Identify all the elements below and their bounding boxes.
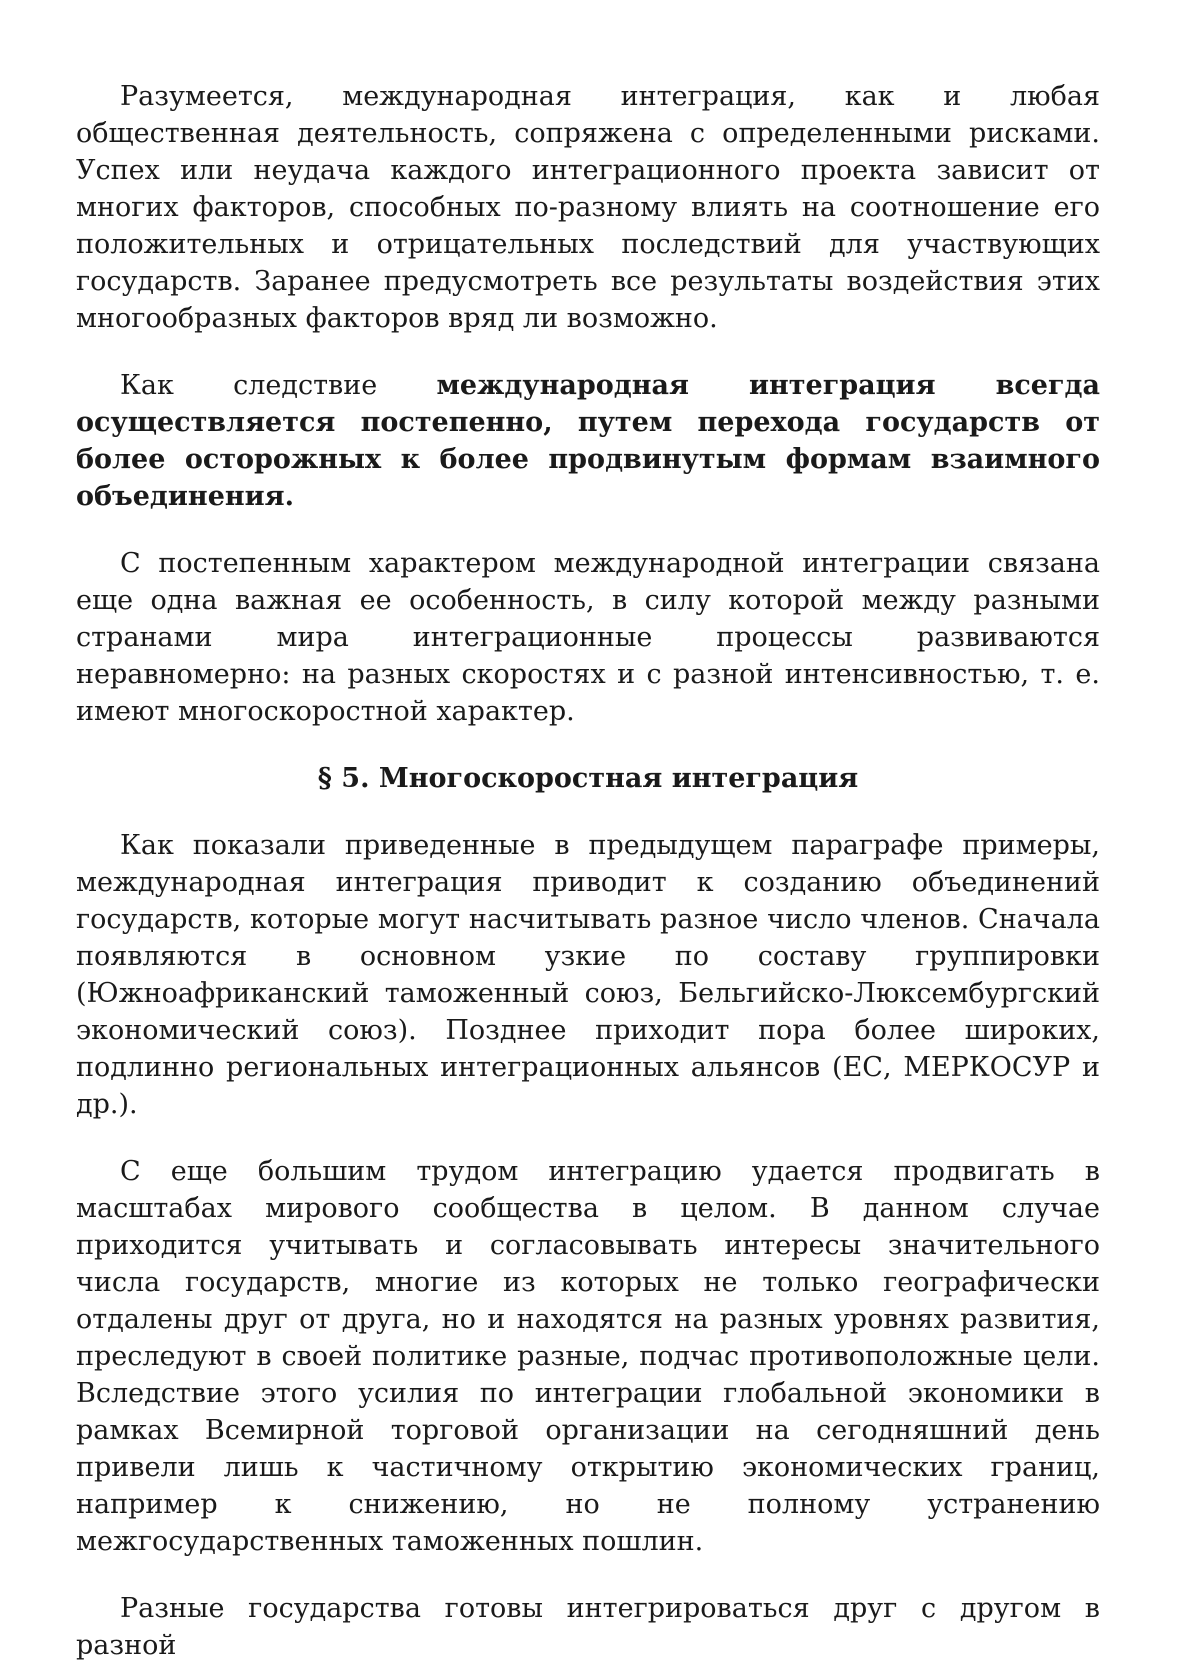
paragraph-gradual-integration (76, 367, 1100, 515)
document-page (76, 78, 1100, 1664)
paragraph-global-integration: С еще большим трудом интеграцию удается продвигать в масштабах мирового сообщества в целом. В данном случае приходится учитывать и согласовывать интересы значительного числа государств, многие из которых не только географически отдалены друг от друга, но и находятся на разных уровнях развития, преследуют в своей политике разные, подчас противоположные цели. Вследствие этого усилия по интеграции глобальной экономики в рамках Всемирной торговой организации на сегодняшний день привели лишь к частичному открытию экономических границ, например к снижению, но не полному устранению межгосударственных таможенных пошлин. (76, 1156, 1100, 1557)
paragraph-risks: Разумеется, международная интеграция, как и любая общественная деятельность, сопряжена с определенными рисками. Успех или неудача каждого интеграционного проекта зависит от многих факторов, способных по-разному влиять на соотношение его положительных и отрицательных последствий для участвующих государств. Заранее предусмотреть все результаты воздействия этих многообразных факторов вряд ли возможно. (76, 81, 1100, 334)
paragraph-states-readiness: Разные государства готовы интегрироваться друг с другом в разной (76, 1593, 1100, 1661)
section-heading: § 5. Многоскоростная интеграция (317, 763, 859, 794)
paragraph-bold-statement: международная интеграция всегда осуществляется постепенно, путем перехода государств от более осторожных к более продвинутым формам взаимного объединения. (76, 370, 1100, 512)
paragraph-integration-examples: Как показали приведенные в предыдущем параграфе примеры, международная интеграция приводит к созданию объединений государств, которые могут насчитывать разное число членов. Сначала появляются в основном узкие по составу группировки (Южноафриканский таможенный союз, Бельгийско-Люксембургский экономический союз). Позднее приходит пора более широких, подлинно региональных интеграционных альянсов (ЕС, МЕРКОСУР и др.). (76, 830, 1100, 1120)
paragraph-multispeed-feature: С постепенным характером международной интеграции связана еще одна важная ее особенность, в силу которой между разными странами мира интеграционные процессы развиваются неравномерно: на разных скоростях и с разной интенсивностью, т. е. имеют многоскоростной характер. (76, 548, 1100, 727)
paragraph-lead-text: Как следствие (120, 370, 437, 401)
